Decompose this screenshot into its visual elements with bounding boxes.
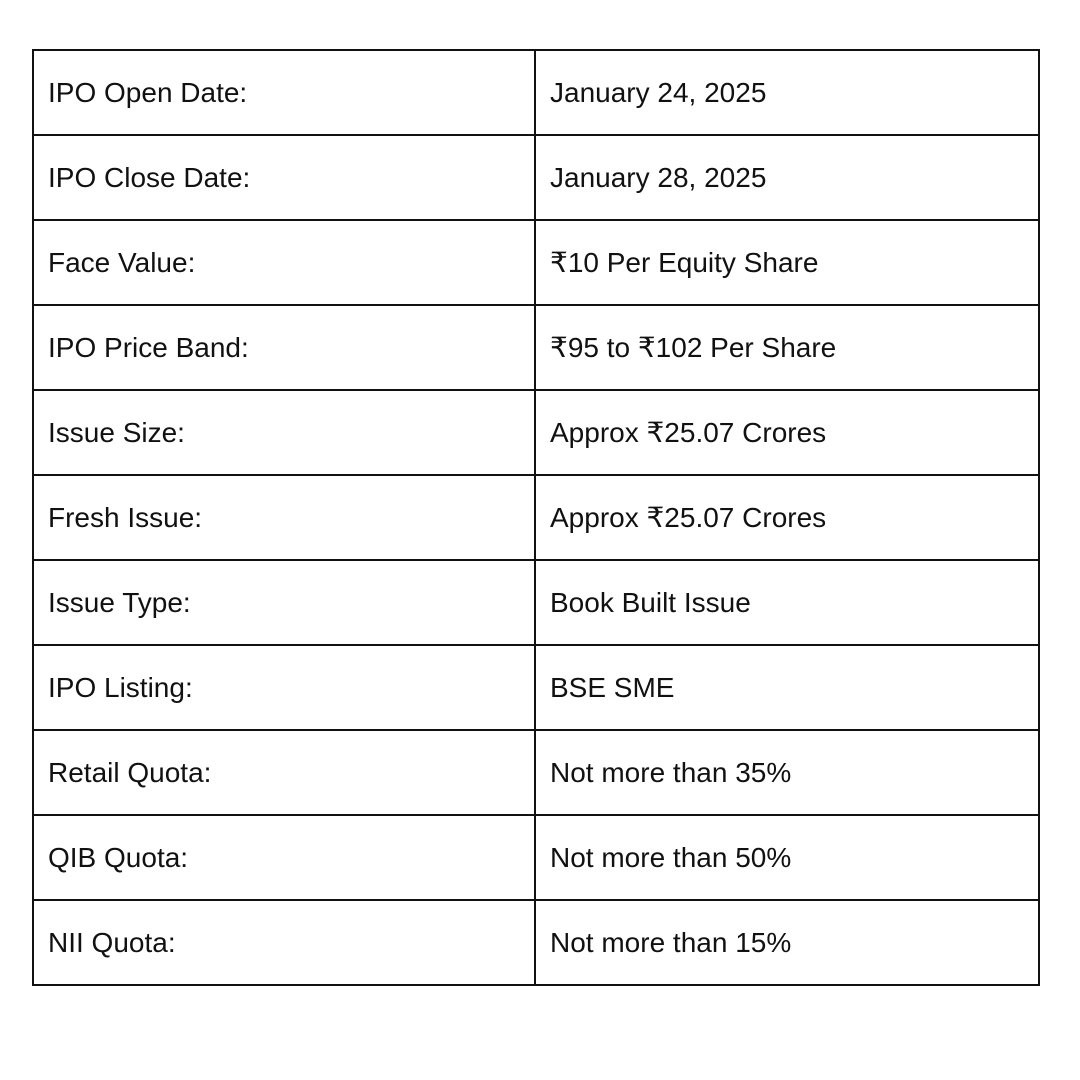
- row-value: ₹10 Per Equity Share: [535, 220, 1039, 305]
- ipo-details-table: [32, 49, 1040, 986]
- row-label: Issue Type:: [33, 560, 535, 645]
- table-row-price-band: [33, 305, 1039, 390]
- row-value: Approx ₹25.07 Crores: [535, 390, 1039, 475]
- table-row-retail-quota: [33, 730, 1039, 815]
- row-value: Not more than 15%: [535, 900, 1039, 985]
- row-value: ₹95 to ₹102 Per Share: [535, 305, 1039, 390]
- table-row-open-date: [33, 50, 1039, 135]
- ipo-details-table-container: [32, 49, 1038, 986]
- table-row-face-value: [33, 220, 1039, 305]
- row-label: Fresh Issue:: [33, 475, 535, 560]
- row-value: Book Built Issue: [535, 560, 1039, 645]
- row-label: IPO Open Date:: [33, 50, 535, 135]
- row-label: Retail Quota:: [33, 730, 535, 815]
- row-value: January 24, 2025: [535, 50, 1039, 135]
- table-row-fresh-issue: [33, 475, 1039, 560]
- row-label: QIB Quota:: [33, 815, 535, 900]
- row-label: Face Value:: [33, 220, 535, 305]
- row-label: IPO Price Band:: [33, 305, 535, 390]
- table-row-nii-quota: [33, 900, 1039, 985]
- table-row-issue-size: [33, 390, 1039, 475]
- row-label: IPO Close Date:: [33, 135, 535, 220]
- row-value: Approx ₹25.07 Crores: [535, 475, 1039, 560]
- row-value: BSE SME: [535, 645, 1039, 730]
- table-row-issue-type: [33, 560, 1039, 645]
- row-value: Not more than 50%: [535, 815, 1039, 900]
- row-label: Issue Size:: [33, 390, 535, 475]
- row-value: Not more than 35%: [535, 730, 1039, 815]
- row-label: NII Quota:: [33, 900, 535, 985]
- row-label: IPO Listing:: [33, 645, 535, 730]
- table-row-close-date: [33, 135, 1039, 220]
- row-value: January 28, 2025: [535, 135, 1039, 220]
- table-row-qib-quota: [33, 815, 1039, 900]
- table-row-listing: [33, 645, 1039, 730]
